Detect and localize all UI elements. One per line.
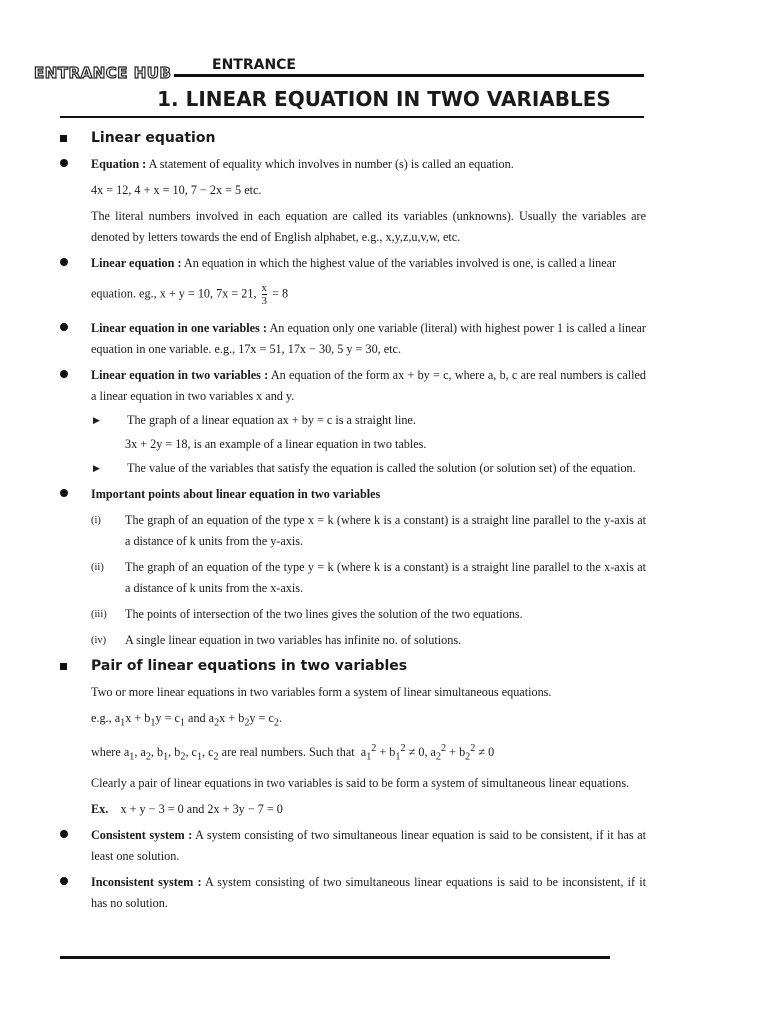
pair-coefficients-condition: where $a_1$, $a_2$, $b_1$, $b_2$, $c_1$, $c_2$ are real numbers. Such that $a_1^2 + b_1^2 \ne 0$, $a_2^2 + b_2^2 \ne 0$ [91,743,495,763]
bullet-dot-icon [60,318,91,360]
point-text: A single linear equation in two variables has infinite no. of solutions. [125,633,462,647]
entrance-hub-logo: ENTRANCE HUB [34,64,172,82]
literal-numbers-paragraph: The literal numbers involved in each equation are called its variables (unknowns). Usually the variables are denoted by letters towards the end of English alphabet, e.g., x,y,z,u,v,w, etc. [91,209,646,244]
term-one-variable: Linear equation in one variables : [91,321,267,335]
bullet-one-variable [60,318,646,360]
square-bullet-icon [60,128,91,149]
bullet-dot-icon [60,825,91,867]
point-text: The points of intersection of the two lines gives the solution of the two equations. [125,607,523,621]
fraction-rhs: = 8 [272,286,289,301]
pair-general-form: e.g., $a_1x + b_1y = c_1$ and $a_2x + b_2y = c_2$. [91,711,283,729]
equation-examples: 4x = 12, 4 + x = 10, 7 − 2x = 5 etc. [91,183,262,197]
numbered-point [91,630,646,651]
bullet-equation [60,154,646,175]
term-inconsistent: Inconsistent system : [91,874,202,889]
footer-rule [60,956,610,959]
bullet-dot-icon [60,253,91,274]
point-text: The graph of an equation of the type y = k (where k is a constant) is a straight line parallel to the x-axis at a distance of k units from the x-axis. [125,560,646,595]
one-variable-definition: An equation only one variable (literal) with highest power 1 is called a linear equation in one variable. e.g., 17x = 51, 17x − 30, 5 y = 30, etc. [91,321,646,356]
arrow-point-text: The value of the variables that satisfy the equation is called the solution (or solution set) of the equation. [127,461,636,475]
section-title: Linear equation [91,130,216,146]
section-heading-pair [60,656,646,677]
point-label: (iii) [91,609,107,620]
square-bullet-icon [60,656,91,677]
title-divider [60,116,644,118]
example-text: x + y − 3 = 0 and 2x + 3y − 7 = 0 [120,801,283,816]
term-consistent: Consistent system : [91,827,193,842]
header-rule [174,74,644,77]
bullet-dot-icon [60,484,91,505]
bullet-consistent [60,825,646,867]
point-label: (i) [91,515,101,526]
bullet-dot-icon [60,872,91,914]
header-label: ENTRANCE [212,57,296,73]
term-important-points: Important points about linear equation in two variables [91,487,381,501]
numbered-point [91,510,646,552]
equation-definition: A statement of equality which involves in number (s) is called an equation. [148,157,514,171]
two-variables-definition: An equation of the form ax + by = c, where a, b, c are real numbers is called a linear equation in two variables x and y. [91,368,647,403]
linear-example-text: equation. eg., x + y = 10, 7x = 21, [91,286,257,301]
point-label: (ii) [91,562,104,573]
arrow-point-text: The graph of a linear equation ax + by = c is a straight line. [127,413,416,427]
example-line [91,799,646,820]
fraction-denominator: 3 [261,295,268,307]
page-title: 1. LINEAR EQUATION IN TWO VARIABLES [157,87,611,111]
bullet-linear-equation [60,253,646,274]
triangle-bullet-icon: ▶ [93,415,100,425]
point-label: (iv) [91,635,107,646]
numbered-point [91,604,646,625]
arrow-point-graph [91,410,646,431]
page-content [60,126,646,914]
bullet-two-variables [60,365,646,407]
arrow-point-example: 3x + 2y = 18, is an example of a linear equation in two tables. [125,437,427,451]
triangle-bullet-icon: ▶ [93,463,100,473]
section-heading-linear-equation [60,128,646,149]
term-equation: Equation : [91,157,147,171]
bullet-important-points [60,484,646,505]
arrow-point-solution [91,458,646,479]
fraction-numerator: x [261,282,268,294]
example-label: Ex. [91,801,109,816]
pair-intro: Two or more linear equations in two variables form a system of linear simultaneous equations. [91,685,552,699]
consistent-definition: A system consisting of two simultaneous linear equation is said to be consistent, if it has at least one solution. [91,827,647,863]
linear-equation-example [91,282,646,307]
bullet-inconsistent [60,872,646,914]
term-linear-equation: Linear equation : [91,256,182,270]
fraction [262,282,268,307]
section-title: Pair of linear equations in two variables [91,658,408,674]
bullet-dot-icon [60,365,91,407]
term-two-variables: Linear equation in two variables : [91,368,269,382]
pair-clear-statement: Clearly a pair of linear equations in two variables is said to be form a system of simultaneous linear equations. [91,775,630,790]
linear-equation-definition: An equation in which the highest value of the variables involved is one, is called a linear [183,256,617,270]
point-text: The graph of an equation of the type x = k (where k is a constant) is a straight line parallel to the y-axis at a distance of k units from the y-axis. [125,513,646,548]
bullet-dot-icon [60,154,91,175]
numbered-point [91,557,646,599]
inconsistent-definition: A system consisting of two simultaneous linear equations is said to be inconsistent, if it has no solution. [91,874,646,910]
